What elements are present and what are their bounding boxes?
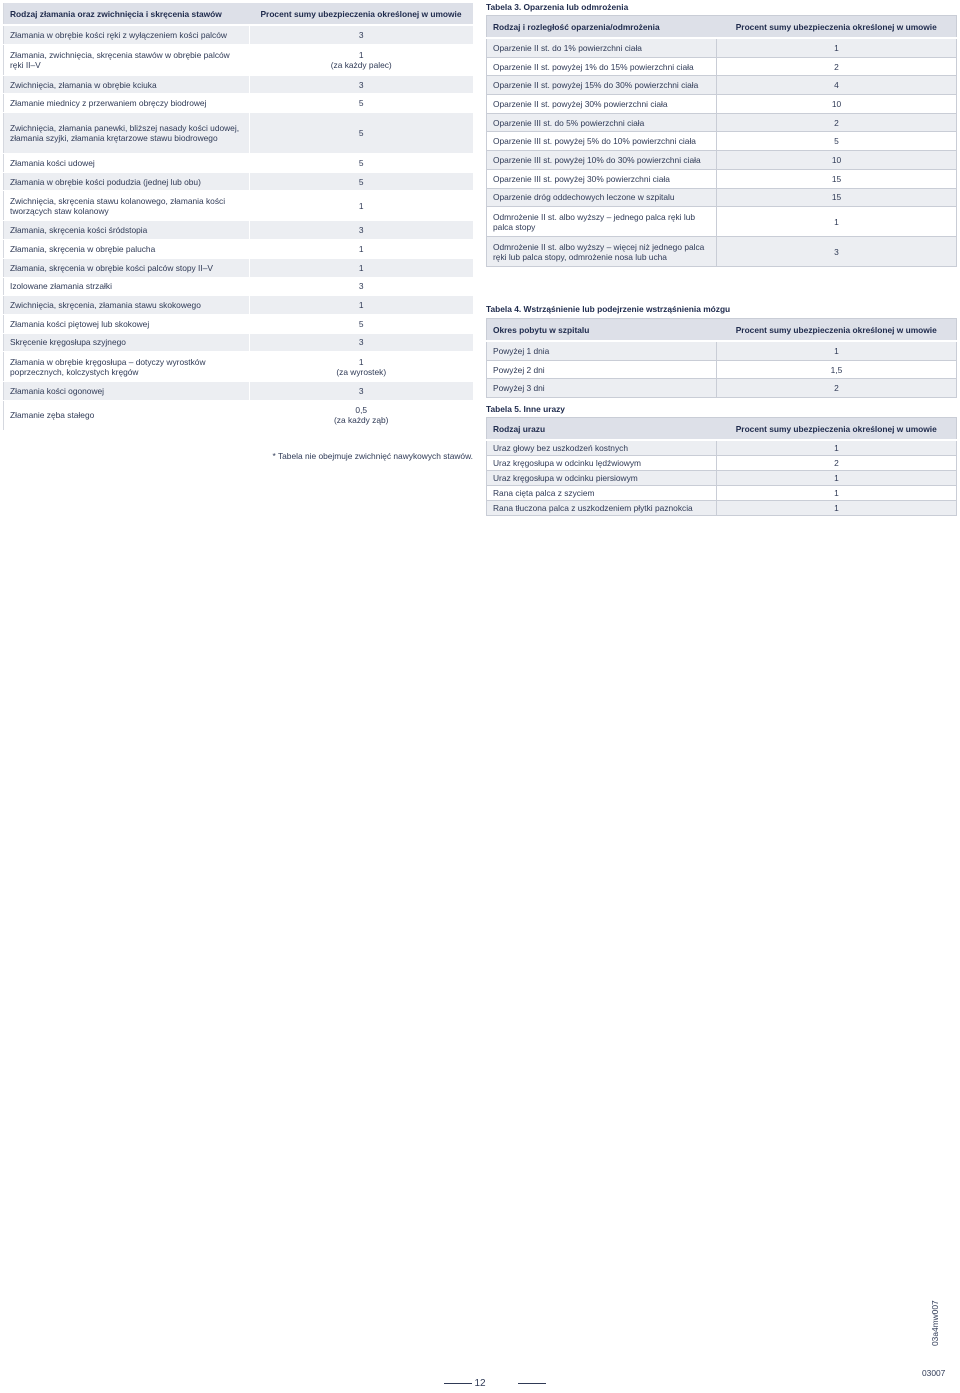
- row-value: 3: [358, 225, 364, 236]
- table-row: [487, 501, 957, 516]
- row-label: Zwichnięcia, skręcenia stawu kolanowego, złamania kości tworzących staw kolanowy: [4, 191, 250, 221]
- row-value-cell: [250, 221, 473, 240]
- table-row: [487, 95, 957, 114]
- row-value: 1: [358, 356, 364, 367]
- row-value: 2: [834, 383, 839, 394]
- row-label: Oparzenie II st. powyżej 30% powierzchni ciała: [487, 95, 717, 114]
- table-row: [4, 172, 473, 191]
- table-header-row: [487, 16, 957, 39]
- row-value-cell: [717, 57, 957, 76]
- row-value: 1: [358, 300, 364, 311]
- row-label: Powyżej 2 dni: [487, 360, 717, 379]
- row-label: Odmrożenie II st. albo wyższy – więcej niż jednego palca ręki lub palca stopy, odmrożenie nosa lub ucha: [487, 237, 717, 267]
- row-value: 3: [358, 386, 364, 397]
- table-row: [4, 277, 473, 296]
- table-row: [4, 113, 473, 154]
- row-value-cell: [717, 76, 957, 95]
- row-label: Oparzenie III st. powyżej 5% do 10% powierzchni ciała: [487, 132, 717, 151]
- other-injuries-table: [486, 417, 957, 516]
- table-header-row: [487, 319, 957, 342]
- row-value-cell: [250, 400, 473, 430]
- row-label: Oparzenie II st. powyżej 15% do 30% powierzchni ciała: [487, 76, 717, 95]
- row-value-cell: [250, 240, 473, 259]
- row-value-cell: [250, 154, 473, 173]
- row-value-cell: [717, 440, 957, 456]
- row-value: 1: [358, 243, 364, 254]
- table-row: [487, 76, 957, 95]
- row-value-cell: [250, 94, 473, 113]
- row-value-cell: [250, 258, 473, 277]
- column-header: Rodzaj i rozległość oparzenia/odmrożenia: [487, 16, 717, 39]
- row-value: 1: [834, 473, 839, 483]
- table-row: [487, 57, 957, 76]
- table-row: [487, 169, 957, 188]
- row-label: Powyżej 3 dni: [487, 379, 717, 398]
- row-value: 2: [834, 61, 839, 72]
- row-value-cell: [717, 456, 957, 471]
- row-value: 1: [834, 42, 839, 53]
- fractures-table: [3, 3, 473, 431]
- table-row: [4, 94, 473, 113]
- row-label: Oparzenie dróg oddechowych leczone w szpitalu: [487, 188, 717, 207]
- row-value-cell: [250, 113, 473, 154]
- row-value-cell: [250, 44, 473, 75]
- row-value-cell: [250, 314, 473, 333]
- row-value: 2: [834, 458, 839, 468]
- table-caption: Tabela 5. Inne urazy: [486, 404, 565, 414]
- table-row: [4, 352, 473, 382]
- row-value: 1: [834, 216, 839, 227]
- row-label: Zwichnięcia, złamania w obrębie kciuka: [4, 75, 250, 94]
- row-value: 5: [358, 157, 364, 168]
- table-row: [4, 154, 473, 173]
- row-value: 3: [358, 281, 364, 292]
- table-row: [4, 240, 473, 259]
- table-row: [4, 382, 473, 401]
- table-row: [487, 360, 957, 379]
- row-value-cell: [250, 296, 473, 315]
- row-label: Powyżej 1 dnia: [487, 341, 717, 360]
- table-header-row: [487, 418, 957, 441]
- table-row: [487, 471, 957, 486]
- table-row: [487, 113, 957, 132]
- burns-table: [486, 15, 957, 267]
- row-value-cell: [717, 237, 957, 267]
- row-value-cell: [250, 382, 473, 401]
- row-label: Oparzenie III st. powyżej 30% powierzchni ciała: [487, 169, 717, 188]
- table-row: [4, 258, 473, 277]
- row-label: Izolowane złamania strzałki: [4, 277, 250, 296]
- table-row: [4, 25, 473, 44]
- row-label: Uraz głowy bez uszkodzeń kostnych: [487, 440, 717, 456]
- row-value: 5: [358, 176, 364, 187]
- row-value: 3: [358, 337, 364, 348]
- row-value-cell: [717, 132, 957, 151]
- table-row: [487, 341, 957, 360]
- row-value: 15: [831, 173, 842, 184]
- table-row: [4, 221, 473, 240]
- rule-right: [518, 1383, 546, 1384]
- table-row: [487, 440, 957, 456]
- table-row: [4, 296, 473, 315]
- page-number: 12: [474, 1378, 486, 1389]
- row-value-cell: [717, 169, 957, 188]
- row-label: Złamania, zwichnięcia, skręcenia stawów w obrębie palców ręki II–V: [4, 44, 250, 75]
- row-label: Uraz kręgosłupa w odcinku lędźwiowym: [487, 456, 717, 471]
- row-value: 2: [834, 117, 839, 128]
- document-code-vertical: 03a4mw007: [930, 1300, 940, 1346]
- table-row: [4, 191, 473, 221]
- row-value-cell: [717, 471, 957, 486]
- table-row: [487, 151, 957, 170]
- row-label: Złamania kości udowej: [4, 154, 250, 173]
- row-value: 5: [834, 136, 839, 147]
- row-label: Złamania, skręcenia kości śródstopia: [4, 221, 250, 240]
- column-header: Procent sumy ubezpieczenia określonej w umowie: [717, 16, 957, 39]
- row-value-cell: [717, 341, 957, 360]
- row-value-cell: [717, 95, 957, 114]
- row-value: 1: [834, 503, 839, 513]
- column-header: Rodzaj urazu: [487, 418, 717, 441]
- row-value: 4: [834, 80, 839, 91]
- row-value: 3: [358, 79, 364, 90]
- table-row: [487, 237, 957, 267]
- table-row: [4, 333, 473, 352]
- table-caption: Tabela 3. Oparzenia lub odmrożenia: [486, 2, 629, 12]
- row-value: 5: [358, 128, 364, 139]
- row-label: Oparzenie II st. powyżej 1% do 15% powierzchni ciała: [487, 57, 717, 76]
- row-label: Uraz kręgosłupa w odcinku piersiowym: [487, 471, 717, 486]
- row-value: 1: [358, 49, 364, 60]
- row-value: 1: [834, 345, 839, 356]
- row-label: Skręcenie kręgosłupa szyjnego: [4, 333, 250, 352]
- row-value-cell: [250, 333, 473, 352]
- column-header: Procent sumy ubezpieczenia określonej w umowie: [717, 418, 957, 441]
- row-label: Rana cięta palca z szyciem: [487, 486, 717, 501]
- table-row: [487, 379, 957, 398]
- row-value-cell: [717, 379, 957, 398]
- row-value-cell: [250, 172, 473, 191]
- row-value: 5: [358, 98, 364, 109]
- row-value: 0,5: [355, 405, 368, 416]
- concussion-table: [486, 318, 957, 398]
- document-code: 03007: [922, 1368, 946, 1378]
- row-label: Złamanie zęba stałego: [4, 400, 250, 430]
- row-value-cell: [717, 501, 957, 516]
- row-value: 3: [834, 246, 839, 257]
- table-header-row: [4, 3, 473, 25]
- row-value: 10: [831, 98, 842, 109]
- row-value-cell: [717, 207, 957, 237]
- table-row: [487, 456, 957, 471]
- table-row: [487, 38, 957, 57]
- column-header: Okres pobytu w szpitalu: [487, 319, 717, 342]
- row-value-cell: [717, 360, 957, 379]
- column-header: Procent sumy ubezpieczenia określonej w umowie: [717, 319, 957, 342]
- row-value: 15: [831, 192, 842, 203]
- row-value-cell: [717, 38, 957, 57]
- table-row: [4, 314, 473, 333]
- table-row: [4, 400, 473, 430]
- row-label: Złamania w obrębie kości podudzia (jednej lub obu): [4, 172, 250, 191]
- table-row: [4, 44, 473, 75]
- row-label: Zwichnięcia, skręcenia, złamania stawu skokowego: [4, 296, 250, 315]
- row-label: Zwichnięcia, złamania panewki, bliższej nasady kości udowej, złamania szyjki, złamania krętarzowe stawu biodrowego: [4, 113, 250, 154]
- row-value-cell: [717, 113, 957, 132]
- row-label: Złamania kości ogonowej: [4, 382, 250, 401]
- row-value: 3: [358, 29, 364, 40]
- row-label: Złamania kości piętowej lub skokowej: [4, 314, 250, 333]
- row-value-note: (za każdy palec): [330, 59, 392, 70]
- row-value: 5: [358, 318, 364, 329]
- table-footnote: * Tabela nie obejmuje zwichnięć nawykowych stawów.: [272, 451, 473, 461]
- column-header: Procent sumy ubezpieczenia określonej w umowie: [250, 3, 473, 25]
- table-row: [487, 486, 957, 501]
- row-value-note: (za każdy ząb): [334, 415, 389, 426]
- row-value-note: (za wyrostek): [336, 366, 387, 377]
- table-row: [487, 132, 957, 151]
- row-value: 1: [358, 262, 364, 273]
- row-value-cell: [717, 486, 957, 501]
- row-value-cell: [250, 75, 473, 94]
- table-caption: Tabela 4. Wstrząśnienie lub podejrzenie wstrząśnienia mózgu: [486, 304, 731, 314]
- column-header: Rodzaj złamania oraz zwichnięcia i skręcenia stawów: [4, 3, 250, 25]
- table-row: [4, 75, 473, 94]
- row-value: 10: [831, 154, 842, 165]
- row-value-cell: [250, 191, 473, 221]
- row-label: Złamania w obrębie kości ręki z wyłączeniem kości palców: [4, 25, 250, 44]
- row-value-cell: [717, 188, 957, 207]
- row-label: Rana tłuczona palca z uszkodzeniem płytki paznokcia: [487, 501, 717, 516]
- row-value-cell: [717, 151, 957, 170]
- row-value: 1,5: [830, 364, 843, 375]
- row-label: Oparzenie III st. powyżej 10% do 30% powierzchni ciała: [487, 151, 717, 170]
- row-label: Odmrożenie II st. albo wyższy – jednego palca ręki lub palca stopy: [487, 207, 717, 237]
- row-label: Złamanie miednicy z przerwaniem obręczy biodrowej: [4, 94, 250, 113]
- row-value: 1: [358, 200, 364, 211]
- row-value: 1: [834, 488, 839, 498]
- row-value: 1: [834, 443, 839, 453]
- row-value-cell: [250, 352, 473, 382]
- row-label: Złamania w obrębie kręgosłupa – dotyczy wyrostków poprzecznych, kolczystych kręgów: [4, 352, 250, 382]
- row-label: Złamania, skręcenia w obrębie palucha: [4, 240, 250, 259]
- row-value-cell: [250, 25, 473, 44]
- row-value-cell: [250, 277, 473, 296]
- row-label: Oparzenie III st. do 5% powierzchni ciała: [487, 113, 717, 132]
- table-row: [487, 188, 957, 207]
- row-label: Złamania, skręcenia w obrębie kości palców stopy II–V: [4, 258, 250, 277]
- row-label: Oparzenie II st. do 1% powierzchni ciała: [487, 38, 717, 57]
- table-row: [487, 207, 957, 237]
